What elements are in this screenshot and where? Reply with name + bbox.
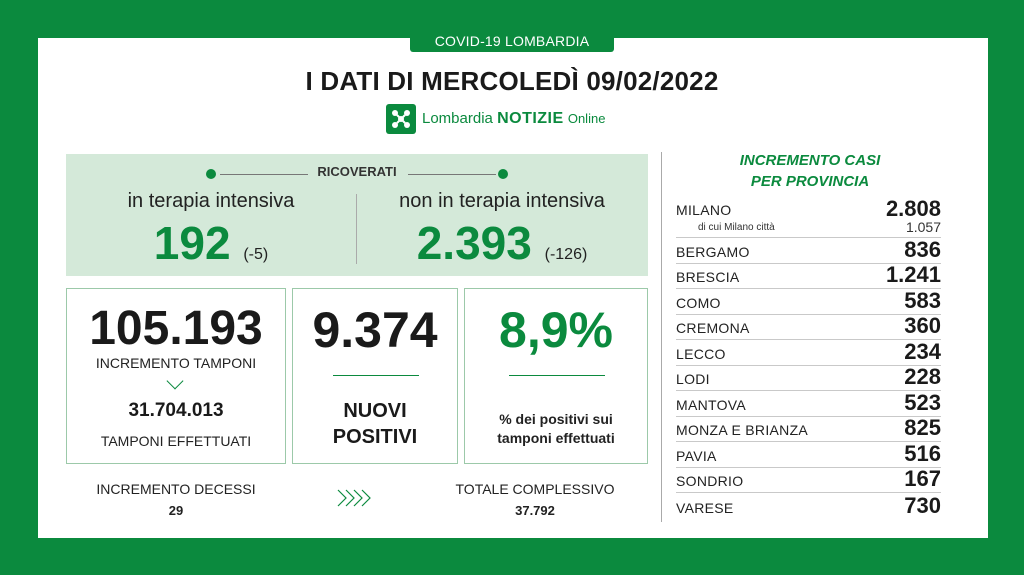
page-title: I DATI DI MERCOLEDÌ 09/02/2022 [305,66,719,96]
province-row [676,340,941,366]
non-intensiva-value: 2.393 [416,217,532,269]
ricoverati-heading: RICOVERATI [317,164,397,179]
lombardia-rose-icon [386,104,416,134]
province-row [676,417,941,443]
percentuale-value: 8,9% [499,302,613,358]
province-name: MANTOVA [676,396,747,413]
province-name: PAVIA [676,447,717,464]
province-name: COMO [676,294,721,311]
intensiva-label: in terapia intensiva [127,190,295,212]
province-row [676,442,941,468]
logo-suffix: Online [567,111,606,126]
tamponi-box [66,288,286,464]
intensiva-delta: (-5) [243,246,269,263]
province-name: VARESE [676,499,734,516]
positivi-label-line2: POSITIVI [332,426,418,448]
province-row [676,289,941,315]
province-value: 516 [904,440,941,466]
logo-text [422,110,605,128]
percentuale-label-line2: tamponi effettuati [497,430,615,446]
province-name: BERGAMO [676,243,750,260]
province-divider [661,152,662,522]
decessi-total-value: 37.792 [515,503,555,518]
intensiva-value-group [66,216,356,270]
province-title-line1: INCREMENTO CASI [739,152,881,169]
province-value: 583 [904,287,941,313]
brand-logo [386,104,605,134]
province-value: 234 [904,338,941,364]
tamponi-total: 31.704.013 [128,400,224,421]
percentuale-box [464,288,648,464]
province-row [676,315,941,341]
province-value: 730 [904,492,941,518]
province-value: 836 [904,236,941,262]
positivi-rule [333,375,419,376]
milano-city-value: 1.057 [905,219,941,235]
province-name: SONDRIO [676,473,744,489]
tamponi-label: INCREMENTO TAMPONI [95,355,257,371]
province-name: BRESCIA [676,269,740,285]
arrows-right-icon [336,488,382,514]
intensiva-value: 192 [153,217,231,269]
province-name: CREMONA [676,320,750,336]
province-row [676,468,941,494]
province-title [670,150,950,192]
province-value: 228 [904,364,941,389]
logo-brand: Lombardia [422,110,493,127]
province-value: 825 [904,415,941,440]
province-row-milano [676,196,941,238]
province-value: 1.241 [885,262,941,287]
chevron-down-icon [167,373,184,390]
positivi-label-line1: NUOVI [343,400,407,422]
decessi-total-label: TOTALE COMPLESSIVO [455,481,615,497]
ricoverati-panel [66,154,648,276]
non-intensiva-value-group [356,216,648,270]
decessi-increment-label: INCREMENTO DECESSI [96,481,256,497]
province-row [676,238,941,264]
province-row [676,493,941,519]
province-row [676,264,941,290]
tamponi-value: 105.193 [89,302,263,355]
positivi-value: 9.374 [312,302,438,358]
province-row [676,366,941,392]
bullet-dot-right [498,169,508,179]
province-name: LODI [676,371,710,387]
province-row [676,391,941,417]
province-title-line2: PER PROVINCIA [750,173,870,190]
province-name: MILANO [676,202,732,218]
percentuale-rule [509,375,605,376]
province-value: 523 [904,389,941,415]
heading-rule-right [408,174,496,175]
non-intensiva-label: non in terapia intensiva [399,190,605,212]
percentuale-label-line1: % dei positivi sui [499,411,613,427]
province-name: LECCO [676,345,726,362]
logo-brand-strong: NOTIZIE [497,110,564,127]
positivi-box [292,288,458,464]
province-value: 167 [904,466,941,491]
province-name: MONZA E BRIANZA [676,422,809,438]
province-value: 360 [904,313,941,338]
non-intensiva-delta: (-126) [544,246,588,263]
province-value: 2.808 [885,196,941,221]
province-table [676,196,941,519]
decessi-increment-value: 29 [168,503,184,518]
milano-city-label: di cui Milano città [698,222,775,233]
tamponi-total-label: TAMPONI EFFETTUATI [100,433,252,449]
header-tag: COVID-19 LOMBARDIA [410,30,614,52]
